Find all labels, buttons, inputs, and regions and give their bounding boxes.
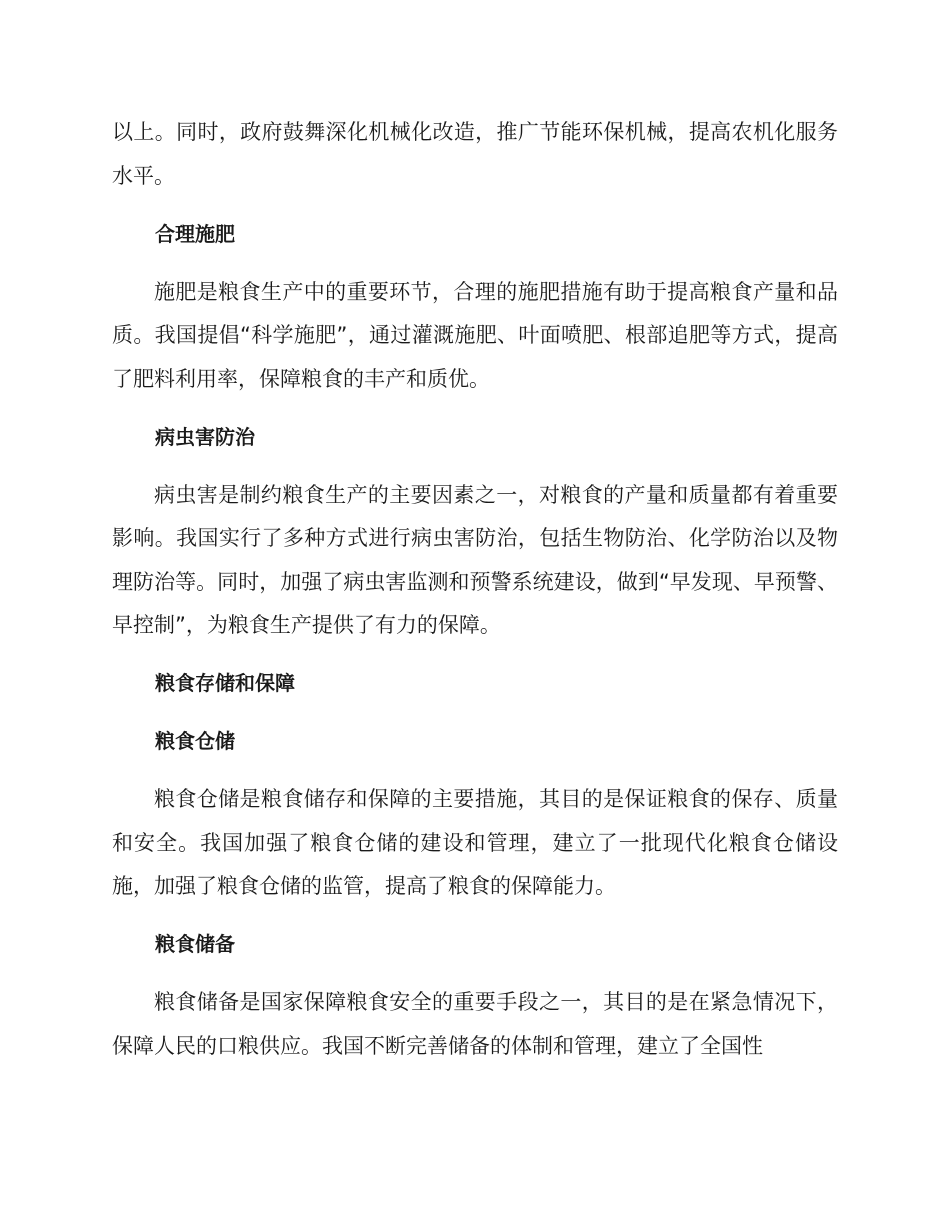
section-heading-grain-storage-security: 粮食存储和保障 xyxy=(155,671,295,695)
paragraph-grain-reserves: 粮食储备是国家保障粮食安全的重要手段之一，其目的是在紧急情况下，保障人民的口粮供应。我国不断完善储备的体制和管理，建立了全国性 xyxy=(112,990,838,1058)
section-heading-grain-warehousing: 粮食仓储 xyxy=(155,729,235,753)
section-heading-pest-control: 病虫害防治 xyxy=(155,424,255,449)
section-heading-fertilization: 合理施肥 xyxy=(155,221,235,246)
paragraph-mechanization-continued: 以上。同时，政府鼓舞深化机械化改造，推广节能环保机械，提高农机化服务水平。 xyxy=(112,120,838,188)
document-body xyxy=(112,111,838,1068)
paragraph-pest-control: 病虫害是制约粮食生产的主要因素之一，对粮食的产量和质量都有着重要影响。我国实行了多种方式进行病虫害防治，包括生物防治、化学防治以及物理防治等。同时，加强了病虫害监测和预警系统建设，做到“早发现、早预警、早控制”，为粮食生产提供了有力的保障。 xyxy=(112,482,838,637)
paragraph-grain-warehousing: 粮食仓储是粮食储存和保障的主要措施，其目的是保证粮食的保存、质量和安全。我国加强了粮食仓储的建设和管理，建立了一批现代化粮食仓储设施，加强了粮食仓储的监管，提高了粮食的保障能力。 xyxy=(112,787,838,898)
section-heading-grain-reserves: 粮食储备 xyxy=(155,932,235,956)
paragraph-fertilization: 施肥是粮食生产中的重要环节，合理的施肥措施有助于提高粮食产量和品质。我国提倡“科学施肥”，通过灌溉施肥、叶面喷肥、根部追肥等方式，提高了肥料利用率，保障粮食的丰产和质优。 xyxy=(112,279,838,391)
